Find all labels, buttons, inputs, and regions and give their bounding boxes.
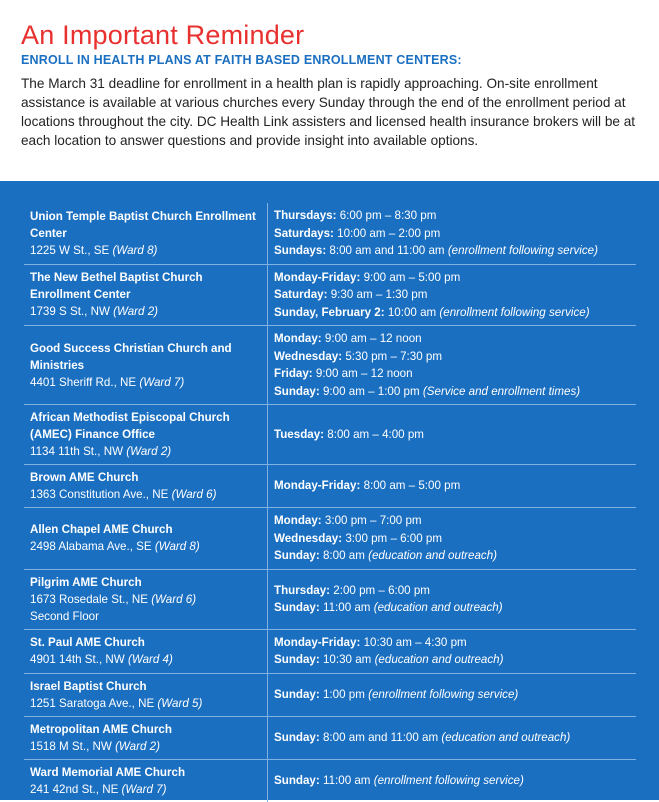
schedule-line: [274, 383, 636, 401]
schedule-line: [274, 547, 636, 565]
church-address: 1251 Saratoga Ave., NE: [30, 696, 155, 710]
church-address: 1673 Rosedale St., NE: [30, 592, 148, 606]
church-ward: (Ward 2): [113, 305, 159, 319]
location-cell: [24, 673, 268, 716]
church-address-line: [30, 591, 261, 608]
schedule-day: Monday-Friday:: [274, 270, 361, 284]
schedule-day: Sunday, February 2:: [274, 305, 385, 319]
church-address-line: [30, 781, 261, 798]
schedule-line: [274, 304, 636, 322]
page-subtitle: ENROLL IN HEALTH PLANS AT FAITH BASED ENROLLMENT CENTERS:: [21, 53, 462, 67]
church-name: African Methodist Episcopal Church (AMEC) Finance Office: [30, 411, 230, 441]
schedule-cell: [268, 716, 637, 759]
church-name: Israel Baptist Church: [30, 679, 147, 693]
church-address: 1134 11th St., NW: [30, 445, 124, 458]
schedule-day: Monday-Friday:: [274, 479, 361, 493]
schedule-cell: [268, 508, 637, 570]
schedule-cell: [268, 569, 637, 629]
schedule-line: [274, 634, 636, 652]
schedule-day: Sundays:: [274, 244, 327, 257]
church-name: Metropolitan AME Church: [30, 722, 172, 736]
table-row: [24, 759, 636, 802]
table-row: [24, 569, 636, 629]
schedule-time: 10:00 am: [387, 305, 437, 319]
table-row: [24, 465, 636, 508]
schedule-time: 9:30 am – 1:30 pm: [330, 288, 428, 301]
church-address: 4901 14th St., NW: [30, 653, 125, 666]
church-name: Brown AME Church: [30, 471, 139, 484]
church-address: 1518 M St., NW: [30, 739, 112, 753]
church-address-line: [30, 738, 261, 755]
schedule-time: 8:00 am – 5:00 pm: [363, 479, 461, 493]
schedule-time: 11:00 am: [322, 601, 371, 614]
table-row: [24, 405, 636, 465]
schedule-day: Sunday:: [274, 549, 320, 562]
location-cell: [24, 759, 268, 802]
church-ward: (Ward 6): [171, 488, 217, 501]
schedule-time: 11:00 am: [322, 773, 371, 787]
schedule-cell: [268, 759, 637, 802]
schedule-time: 9:00 am – 12 noon: [315, 367, 413, 380]
schedule-day: Wednesday:: [274, 531, 343, 545]
schedule-note: (enrollment following service): [368, 687, 519, 701]
schedule-cell: [268, 203, 637, 264]
church-ward: (Ward 7): [139, 375, 185, 389]
schedule-day: Friday:: [274, 367, 313, 380]
schedule-day: Thursdays:: [274, 209, 337, 222]
schedule-cell: [268, 264, 637, 326]
schedule-time: 8:00 am and 11:00 am: [322, 730, 439, 744]
schedule-time: 8:00 am: [322, 549, 365, 562]
church-ward: (Ward 5): [157, 696, 203, 710]
table-row: [24, 629, 636, 673]
church-name: Pilgrim AME Church: [30, 575, 142, 589]
schedule-line: [274, 286, 636, 304]
schedule-note: (enrollment following service): [447, 244, 598, 257]
schedule-time: 3:00 pm – 6:00 pm: [345, 531, 443, 545]
schedule-line: [274, 242, 636, 260]
church-address-extra: Second Floor: [30, 609, 99, 623]
church-ward: (Ward 2): [126, 445, 172, 458]
page-title: An Important Reminder: [21, 20, 305, 50]
schedule-note: (education and outreach): [373, 601, 503, 614]
table-row: [24, 508, 636, 570]
church-address: 2498 Alabama Ave., SE: [30, 540, 152, 554]
church-name: St. Paul AME Church: [30, 636, 145, 649]
schedule-line: [274, 426, 636, 444]
location-cell: [24, 264, 268, 326]
location-cell: [24, 326, 268, 405]
schedule-line: [274, 225, 636, 243]
intro-paragraph: The March 31 deadline for enrollment in a health plan is rapidly approaching. On-site enrollment assistance is available at various churches every Sunday through the end of the enrollment period at locations throughout the city. DC Health Link assisters and licensed health insurance brokers will be at each location to answer questions and provide insight into available options.: [21, 76, 636, 148]
church-name: Good Success Christian Church and Ministries: [30, 341, 232, 372]
church-address-line: [30, 538, 261, 555]
schedule-time: 8:00 am – 4:00 pm: [327, 427, 424, 441]
location-cell: [24, 203, 268, 264]
schedule-time: 9:00 am – 1:00 pm: [322, 384, 420, 398]
enrollment-centers-table: [24, 203, 636, 802]
location-cell: [24, 716, 268, 759]
location-cell: [24, 629, 268, 673]
location-cell: [24, 465, 268, 508]
church-name: Ward Memorial AME Church: [30, 765, 186, 779]
schedule-day: Sunday:: [274, 384, 320, 398]
church-ward: (Ward 4): [127, 653, 173, 666]
schedule-time: 10:00 am – 2:00 pm: [337, 226, 441, 240]
schedule-day: Sunday:: [274, 730, 320, 744]
location-cell: [24, 569, 268, 629]
schedule-line: [274, 651, 636, 669]
schedule-day: Sunday:: [274, 601, 320, 614]
church-name: The New Bethel Baptist Church Enrollment Center: [30, 271, 203, 302]
table-row: [24, 203, 636, 264]
schedule-line: [274, 348, 636, 366]
church-address: 1739 S St., NW: [30, 305, 110, 319]
table-row: [24, 264, 636, 326]
church-address: 1225 W St., SE: [30, 243, 110, 257]
church-address-line: [30, 242, 261, 259]
schedule-time: 5:30 pm – 7:30 pm: [345, 349, 443, 363]
church-address-line: [30, 443, 261, 460]
schedule-time: 10:30 am: [322, 653, 372, 666]
schedule-note: (education and outreach): [368, 549, 498, 562]
schedule-day: Sunday:: [274, 653, 320, 666]
schedule-day: Thursday:: [274, 583, 331, 597]
schedule-line: [274, 365, 636, 383]
table-row: [24, 326, 636, 405]
schedule-day: Sunday:: [274, 687, 320, 701]
schedule-line: [274, 207, 636, 225]
enrollment-centers-panel: [0, 181, 659, 800]
schedule-note: (education and outreach): [441, 730, 571, 744]
schedule-line: [274, 599, 636, 617]
schedule-day: Monday-Friday:: [274, 635, 361, 649]
schedule-day: Tuesday:: [274, 427, 325, 441]
church-address-line: [30, 651, 261, 668]
table-row: [24, 673, 636, 716]
church-address-line: [30, 486, 261, 503]
schedule-line: [274, 686, 636, 704]
schedule-note: (enrollment following service): [439, 305, 590, 319]
schedule-time: 2:00 pm – 6:00 pm: [333, 583, 430, 597]
schedule-note: (Service and enrollment times): [422, 384, 581, 398]
church-ward: (Ward 8): [154, 540, 200, 554]
location-cell: [24, 508, 268, 570]
church-ward: (Ward 7): [121, 782, 167, 796]
church-address: 4401 Sheriff Rd., NE: [30, 375, 137, 389]
schedule-line: [274, 477, 636, 495]
church-address-line: [30, 303, 261, 320]
table-row: [24, 716, 636, 759]
church-name: Allen Chapel AME Church: [30, 523, 173, 537]
church-ward: (Ward 2): [115, 739, 160, 753]
schedule-time: 9:00 am – 12 noon: [324, 332, 422, 345]
schedule-cell: [268, 629, 637, 673]
church-ward: (Ward 6): [151, 592, 197, 606]
schedule-line: [274, 530, 636, 548]
schedule-line: [274, 269, 636, 287]
schedule-time: 9:00 am – 5:00 pm: [363, 270, 461, 284]
schedule-time: 1:00 pm: [322, 687, 365, 701]
schedule-time: 3:00 pm – 7:00 pm: [324, 514, 422, 527]
schedule-note: (education and outreach): [374, 653, 504, 666]
schedule-note: (enrollment following service): [373, 773, 524, 787]
church-address-line: [30, 374, 261, 391]
schedule-day: Monday:: [274, 332, 322, 345]
schedule-cell: [268, 326, 637, 405]
schedule-cell: [268, 405, 637, 465]
location-cell: [24, 405, 268, 465]
schedule-time: 6:00 pm – 8:30 pm: [339, 209, 437, 222]
schedule-day: Monday:: [274, 514, 322, 527]
church-address-line: [30, 695, 261, 712]
schedule-line: [274, 512, 636, 530]
schedule-cell: [268, 465, 637, 508]
church-name: Union Temple Baptist Church Enrollment Center: [30, 209, 256, 240]
schedule-day: Wednesday:: [274, 349, 343, 363]
header: [21, 20, 646, 150]
schedule-line: [274, 330, 636, 348]
church-ward: (Ward 8): [112, 243, 158, 257]
church-address: 1363 Constitution Ave., NE: [30, 488, 169, 501]
schedule-cell: [268, 673, 637, 716]
schedule-time: 10:30 am – 4:30 pm: [363, 635, 467, 649]
schedule-day: Saturday:: [274, 288, 328, 301]
schedule-day: Saturdays:: [274, 226, 334, 240]
schedule-line: [274, 729, 636, 747]
schedule-time: 8:00 am and 11:00 am: [329, 244, 445, 257]
schedule-day: Sunday:: [274, 773, 320, 787]
schedule-line: [274, 582, 636, 600]
schedule-line: [274, 772, 636, 790]
church-address: 241 42nd St., NE: [30, 782, 119, 796]
